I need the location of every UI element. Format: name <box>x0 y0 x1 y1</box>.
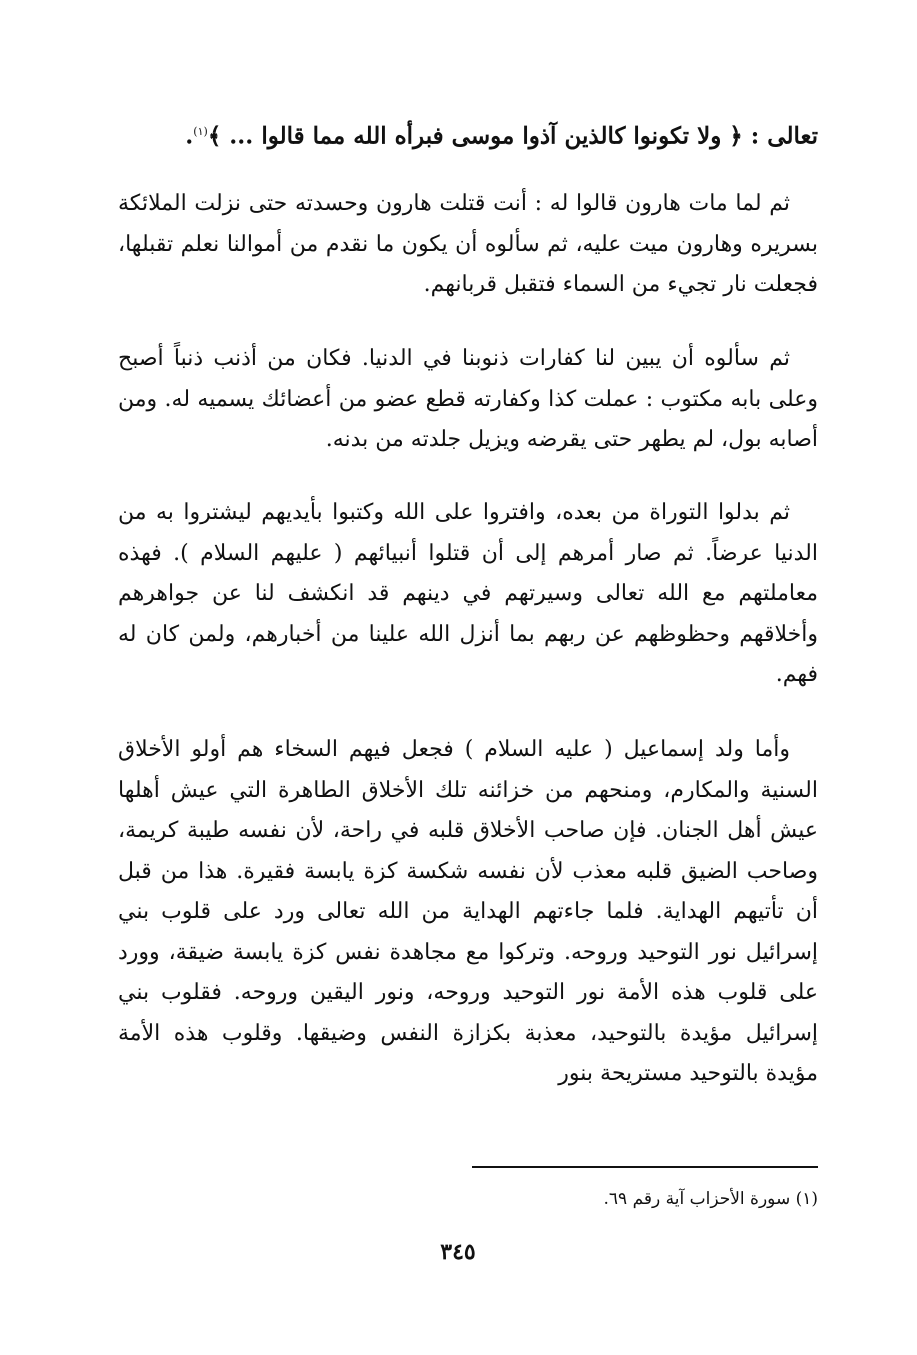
page-number: ٣٤٥ <box>440 1239 476 1265</box>
paragraph-2-block <box>118 339 818 461</box>
paragraph-1-block <box>118 184 818 306</box>
paragraph-3-block <box>118 493 818 696</box>
heading-suffix: . <box>185 122 194 150</box>
paragraph: ثم بدلوا التوراة من بعده، وافتروا على الله وكتبوا بأيديهم ليشتروا به من الدنيا عرضاً. ثم صار أمرهم إلى أن قتلوا أنبيائهم ( عليهم السلام ). فهذه معاملتهم مع الله تعالى وسيرتهم في دينهم قد انكشف لنا عن جواهرهم وأخلاقهم وحظوظهم عن ربهم بما أنزل الله علينا من أخبارهم، ولمن كان له فهم. <box>118 500 818 687</box>
footnote-reference: (١) <box>193 125 208 138</box>
footnote: (١) سورة الأحزاب آية رقم ٦٩. <box>603 1189 818 1209</box>
verse-heading-line <box>110 112 818 157</box>
footnote-divider <box>472 1166 818 1168</box>
paragraph-4-block <box>118 730 818 1095</box>
paragraph: وأما ولد إسماعيل ( عليه السلام ) فجعل فيهم السخاء هم أولو الأخلاق السنية والمكارم، ومنحهم من خزائنه تلك الأخلاق الطاهرة التي عيش أهلها عيش أهل الجنان. فإن صاحب الأخلاق قلبه في راحة، لأن نفسه طيبة كريمة، وصاحب الضيق قلبه معذب لأن نفسه شكسة كزة يابسة فقيرة. هذا من قبل أن تأتيهم الهداية. فلما جاءتهم الهداية من الله تعالى ورد على قلوب بني إسرائيل نور التوحيد وروحه. وتركوا مع مجاهدة نفس كزة يابسة ضيقة، وورد على قلوب هذه الأمة نور التوحيد وروحه، ونور اليقين وروحه. فقلوب بني إسرائيل مؤيدة بالتوحيد، معذبة بكزازة النفس وضيقها. وقلوب هذه الأمة مؤيدة بالتوحيد مستريحة بنور <box>118 737 818 1086</box>
quran-verse: ﴿ ولا تكونوا كالذين آذوا موسى فبرأه الله مما قالوا ... ﴾ <box>207 122 743 150</box>
heading-prefix: تعالى : <box>742 122 818 150</box>
paragraph: ثم لما مات هارون قالوا له : أنت قتلت هارون وحسدته حتى نزلت الملائكة بسريره وهارون ميت عليه، ثم سألوه أن يكون ما نقدم من أموالنا نعلم تقبلها، فجعلت نار تجيء من السماء فتقبل قربانهم. <box>118 191 818 297</box>
paragraph: ثم سألوه أن يبين لنا كفارات ذنوبنا في الدنيا. فكان من أذنب ذنباً أصبح وعلى بابه مكتوب : عملت كذا وكفارته قطع عضو من أعضائك يسميه له. ومن أصابه بول، لم يطهر حتى يقرضه ويزيل جلدته من بدنه. <box>118 346 818 452</box>
